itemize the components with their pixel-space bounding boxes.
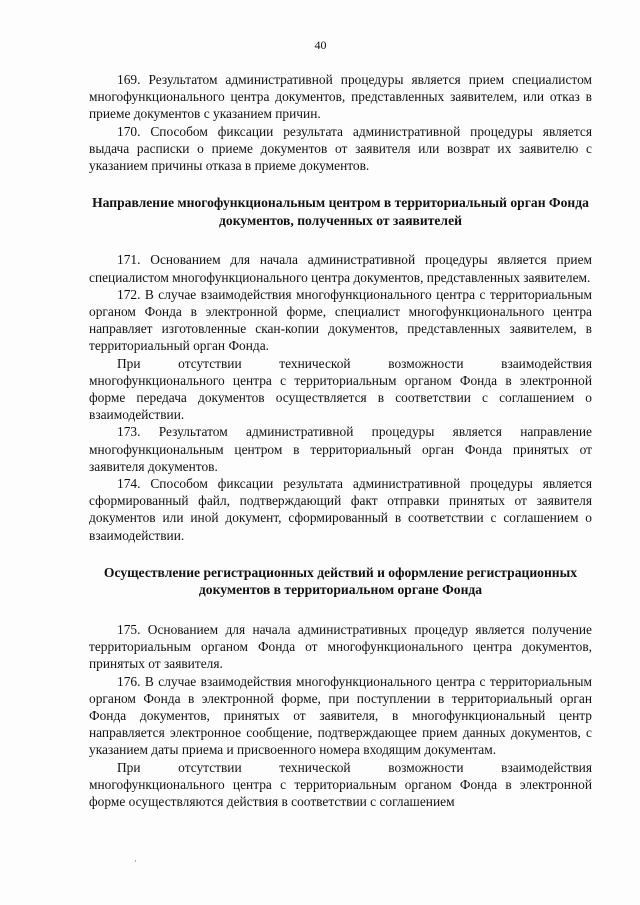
page-number: 40 <box>314 38 327 52</box>
paragraph-174: 174. Способом фиксации результата административной процедуры является сформированный файл, подтверждающий факт отправки принятых от заявителя документов или иной документ, сформированный в соответствии с соглашением о взаимодействии. <box>89 476 592 543</box>
paragraph-no-technical-possibility: При отсутствии технической возможности взаимодействия многофункционального центра с территориальным органом Фонда в электронной форме передача документов осуществляется в соответствии с соглашением о взаимодействии. <box>89 355 592 423</box>
paragraph-172: 172. В случае взаимодействия многофункционального центра с территориальным органом Фонда в электронной форме, специалист многофункционального центра направляет изготовленные скан-копии документов, представленных заявителем, в территориальный орган Фонда. <box>89 286 592 354</box>
paragraph-175: 175. Основанием для начала административных процедур является получение территориальным органом Фонда от многофункционального центра документов, принятых от заявителя. <box>89 622 592 672</box>
paragraph-no-technical-possibility-2: При отсутствии технической возможности взаимодействия многофункционального центра с территориальным органом Фонда в электронной форме осуществляются действия в соответствии с соглашением <box>89 759 592 810</box>
paragraph-176: 176. В случае взаимодействия многофункционального центра с территориальным органом Фонда в электронной форме, при поступлении в территориальный орган Фонда документов, принятых от заявителя, в многофункциональный центр направляется электронное сообщение, подтверждающее прием данных документов, с указанием даты приема и присвоенного номера входящим документам. <box>89 673 592 758</box>
paragraph-170: 170. Способом фиксации результата административной процедуры является выдача расписки о приеме документов от заявителя или возврат их заявителю с указанием причины отказа в приеме документов. <box>89 123 592 174</box>
section-heading-transfer: Направление многофункциональным центром в территориальный орган Фонда документов, полученных от заявителей <box>92 195 589 228</box>
section-heading-registration: Осуществление регистрационных действий и оформление регистрационных документов в территориальном органе Фонда <box>103 564 578 598</box>
paragraph-169: 169. Результатом административной процедуры является прием специалистом многофункционального центра документов, представленных заявителем, или отказ в приеме документов с указанием причин. <box>89 72 592 122</box>
paragraph-171: 171. Основанием для начала административной процедуры является прием специалистом многофункционального центра документов, представленных заявителем. <box>89 252 592 285</box>
scan-artifact <box>135 860 136 862</box>
paragraph-173: 173. Результатом административной процедуры является направление многофункциональным центром в территориальный орган Фонда принятых от заявителя документов. <box>89 424 592 474</box>
